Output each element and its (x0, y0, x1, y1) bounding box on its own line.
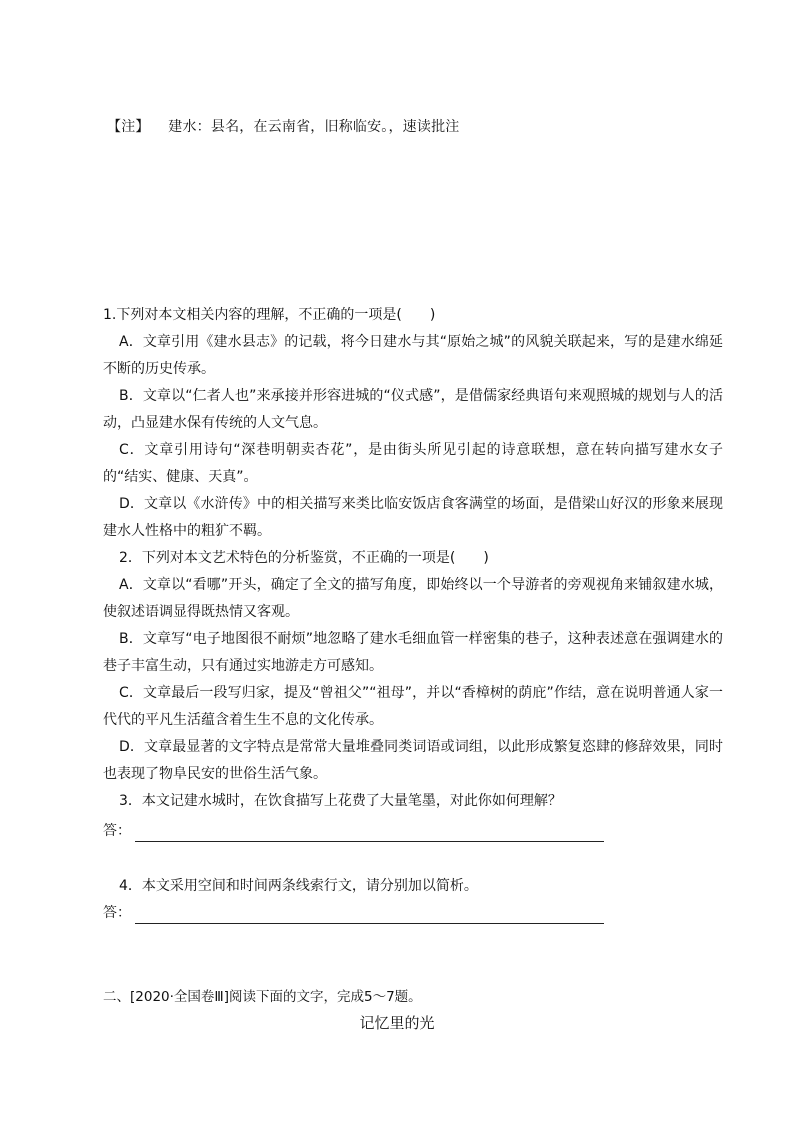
question-2-option-a: A．文章以“看哪”开头，确定了全文的描写角度，即始终以一个导游者的旁观视角来铺叙建水城，使叙述语调显得既热情又客观。 (103, 577, 723, 620)
question-1-option-b: B．文章以“仁者人也”来承接并形容进城的“仪式感”，是借儒家经典语句来观照城的规划与人的活动，凸显建水保有传统的人文气息。 (103, 388, 723, 431)
question-1-option-a: A．文章引用《建水县志》的记载，将今日建水与其“原始之城”的风貌关联起来，写的是建水绵延不断的历史传承。 (103, 334, 723, 377)
question-1-option-d: D．文章以《水浒传》中的相关描写来类比临安饭店食客满堂的场面，是借梁山好汉的形象来展现建水人性格中的粗犷不羁。 (103, 496, 723, 539)
question-4-answer (103, 902, 604, 924)
passage-title: 记忆里的光 (359, 1014, 435, 1032)
answer-line[interactable] (135, 905, 604, 924)
answer-label: 答： (103, 823, 131, 839)
note-text: 建水：县名，在云南省，旧称临安。，速读批注 (168, 119, 460, 135)
question-3-stem: 3．本文记建水城时，在饮食描写上花费了大量笔墨，对此你如何理解？ (119, 793, 562, 809)
question-4-stem: 4．本文采用空间和时间两条线索行文，请分别加以简析。 (119, 878, 478, 894)
question-2-option-c: C．文章最后一段写归家，提及“曾祖父”“祖母”，并以“香樟树的荫庇”作结，意在说明普通人家一代代的平凡生活蕴含着生生不息的文化传承。 (103, 685, 723, 728)
question-3-answer (103, 820, 604, 842)
question-2-option-d: D．文章最显著的文字特点是常常大量堆叠同类词语或词组，以此形成繁复恣肆的修辞效果，同时也表现了物阜民安的世俗生活气象。 (103, 739, 723, 782)
answer-label: 答： (103, 905, 131, 921)
question-1-option-c: C．文章引用诗句“深巷明朝卖杏花”，是由街头所见引起的诗意联想，意在转向描写建水女子的“结实、健康、天真”。 (103, 442, 723, 485)
section-heading: 二、[2020·全国卷Ⅲ]阅读下面的文字，完成5～7题。 (103, 989, 422, 1005)
question-1-stem: 1.下列对本文相关内容的理解，不正确的一项是( ) (103, 307, 436, 323)
question-2-stem: 2．下列对本文艺术特色的分析鉴赏，不正确的一项是( ) (119, 550, 489, 566)
question-2-option-b: B．文章写“电子地图很不耐烦”地忽略了建水毛细血管一样密集的巷子，这种表述意在强调建水的巷子丰富生动，只有通过实地游走方可感知。 (103, 631, 723, 674)
note-tag: 【注】 (107, 119, 150, 135)
answer-line[interactable] (135, 823, 604, 842)
annotation-note (107, 116, 459, 136)
